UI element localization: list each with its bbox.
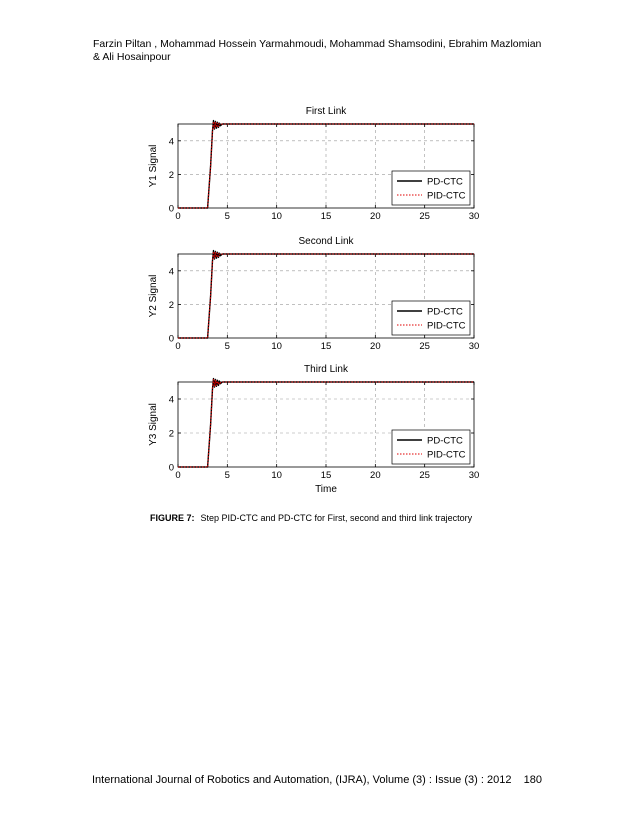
footer-journal: International Journal of Robotics and Automation, (IJRA), Volume (3) : Issue (3) : 2012	[92, 774, 512, 786]
x-tick-label: 15	[320, 211, 332, 222]
x-tick-label: 0	[175, 341, 181, 352]
x-tick-label: 25	[419, 341, 430, 352]
legend	[392, 301, 470, 335]
y-tick-label: 0	[168, 333, 174, 345]
y-tick-label: 0	[168, 462, 174, 474]
x-tick-label: 30	[468, 211, 480, 222]
chart-title: Third Link	[304, 364, 348, 375]
x-tick-label: 5	[224, 211, 230, 222]
x-axis-label: Time	[315, 484, 337, 495]
y-axis-label: Y1 Signal	[148, 144, 159, 188]
plot-panel-3	[148, 364, 479, 495]
y-tick-label: 4	[168, 394, 174, 406]
figure-caption-label: FIGURE 7:	[150, 513, 195, 523]
x-tick-label: 20	[370, 211, 381, 222]
plot-panel-2	[148, 236, 479, 352]
y-tick-label: 2	[168, 169, 174, 181]
x-tick-label: 25	[419, 470, 430, 481]
y-tick-label: 0	[168, 203, 174, 215]
y-tick-label: 4	[168, 136, 174, 148]
x-tick-label: 10	[271, 211, 282, 222]
y-tick-label: 2	[168, 299, 174, 311]
legend-label: PD-CTC	[427, 176, 463, 188]
legend-label: PID-CTC	[427, 190, 466, 202]
x-tick-label: 5	[224, 341, 230, 352]
x-tick-label: 25	[419, 211, 430, 222]
x-tick-label: 30	[468, 341, 480, 352]
chart-title: Second Link	[298, 236, 354, 247]
legend	[392, 171, 470, 205]
x-tick-label: 10	[271, 470, 282, 481]
x-tick-label: 15	[320, 470, 332, 481]
legend-label: PD-CTC	[427, 435, 463, 447]
x-tick-label: 0	[175, 470, 181, 481]
x-tick-label: 5	[224, 470, 230, 481]
legend-label: PID-CTC	[427, 449, 466, 461]
plot-panel-1	[148, 106, 479, 222]
legend-label: PID-CTC	[427, 320, 466, 332]
x-tick-label: 20	[370, 470, 381, 481]
x-tick-label: 10	[271, 341, 282, 352]
page-footer	[92, 774, 542, 786]
figure-caption-text: Step PID-CTC and PD-CTC for First, second and third link trajectory	[200, 513, 473, 523]
x-tick-label: 30	[468, 470, 480, 481]
legend-label: PD-CTC	[427, 306, 463, 318]
y-tick-label: 4	[168, 266, 174, 278]
y-axis-label: Y3 Signal	[148, 403, 159, 446]
x-tick-label: 20	[370, 341, 381, 352]
x-tick-label: 15	[320, 341, 332, 352]
legend	[392, 430, 470, 464]
chart-title: First Link	[305, 106, 347, 117]
y-axis-label: Y2 Signal	[148, 274, 159, 318]
figure-caption	[150, 513, 472, 523]
running-header: Farzin Piltan , Mohammad Hossein Yarmahmoudi, Mohammad Shamsodini, Ebrahim Mazlomian & Ali Hosainpour	[93, 38, 542, 63]
x-tick-label: 0	[175, 211, 181, 222]
y-tick-label: 2	[168, 428, 174, 440]
page-number: 180	[523, 774, 542, 786]
